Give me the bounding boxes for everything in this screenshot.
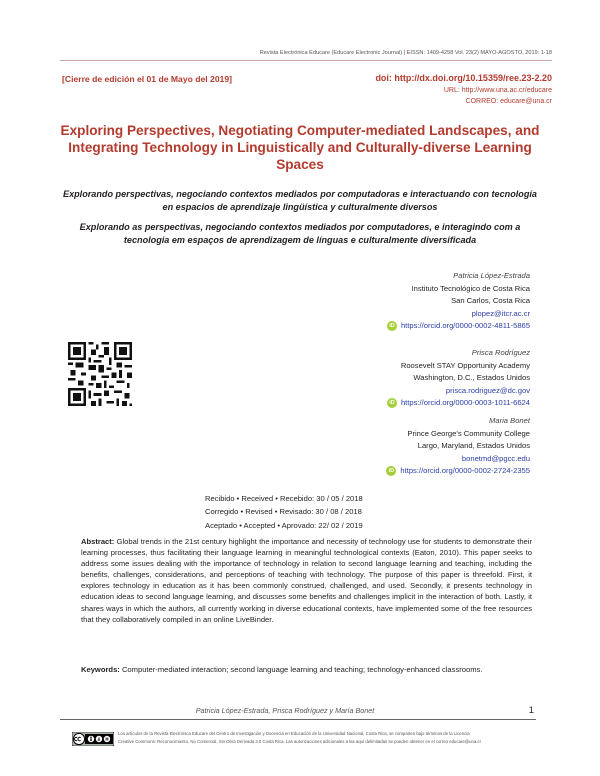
journal-separator: | — [403, 50, 407, 56]
author-block-1 — [387, 270, 530, 333]
author-block-2 — [387, 347, 530, 410]
license-text — [118, 730, 518, 746]
creative-commons-badge-icon[interactable] — [72, 732, 114, 746]
author-email-link[interactable]: plopez@itcr.ac.cr — [471, 308, 530, 318]
license-line-1: Los artículos de la Revista Electrónica Educare del Centro de Investigación y Docencia en Educación de la Universidad Nacional, Costa Rica, se comparten bajo términos de la Licencia — [118, 731, 470, 736]
orcid-icon: iD — [387, 321, 397, 331]
journal-issn: EISSN: 1409-4258 Vol. 23(2) MAYO-AGOSTO, 2019: 1-18 — [406, 50, 552, 56]
page-number: 1 — [528, 705, 534, 716]
author-orcid-link[interactable]: https://orcid.org/0000-0003-1011-6624 — [400, 398, 530, 408]
author-name: Prisca Rodríguez — [471, 348, 530, 357]
author-location: Largo, Maryland, Estados Unidos — [417, 441, 530, 451]
license-line-2: Creative Commons: Reconocimiento, No Comercial, Sin Obra Derivada 3.0 Costa Rica. Las autorizaciones adicionales a las aquí delimitadas se pueden obtener en el correo educare@una.cr — [118, 739, 482, 744]
author-affiliation: Roosevelt STAY Opportunity Academy — [400, 360, 530, 370]
keywords-text: Computer-mediated interaction; second language learning and teaching; technology-enhanced classrooms. — [121, 665, 483, 674]
author-location: San Carlos, Costa Rica — [451, 296, 530, 306]
qr-code-icon — [68, 342, 132, 406]
abstract-text: Global trends in the 21st century highlight the importance and necessity of technology use for students to demonstrate their learning processes, thus facilitating their language learning in meaningful technological contexts (Eaton, 2010). This paper seeks to address some issues dealing with the importance of technology in relation to second language learning and teaching, including the benefits, challenges, considerations, and perceptions of teaching with technology. The purpose of this paper is threefold. First, it explores technology in education as it has been commonly construed, challenged, and used. Secondly, it presents technology in education ideas to second language learning, and discusses some benefits and challenges implicit in the interaction of both. Lastly, it shares ways in which the authors, all currently working in diverse educational contexts, have implemented some of the free resources that they collaboratively compiled in an online LiveBinder. — [81, 537, 532, 624]
abstract-label: Abstract: — [81, 537, 115, 546]
author-name: Patricia López-Estrada — [453, 271, 530, 280]
author-name: Maria Bonet — [489, 416, 530, 425]
author-email-link[interactable]: bonetmd@pgcc.edu — [461, 453, 530, 463]
date-revised: Corregido • Revised • Revisado: 30 / 08 / 2018 — [205, 507, 362, 517]
date-received: Recibido • Received • Recebido: 30 / 05 / 2018 — [205, 494, 363, 503]
submission-dates — [205, 492, 363, 532]
author-affiliation: Prince George's Community College — [407, 428, 530, 438]
article-title: Exploring Perspectives, Negotiating Computer-mediated Landscapes, and Integrating Technology in Linguistically and Culturally-diverse Learning Spaces — [60, 123, 540, 172]
date-accepted: Aceptado • Accepted • Aprovado: 22/ 02 / 2019 — [205, 520, 363, 530]
author-email-link[interactable]: prisca.rodriguez@dc.gov — [445, 385, 530, 395]
footer-rule — [60, 719, 536, 720]
author-orcid-link[interactable]: https://orcid.org/0000-0002-2724-2355 — [400, 466, 530, 476]
footer-authors: Patricia López-Estrada, Prisca Rodríguez y María Bonet — [195, 706, 375, 715]
subtitle-spanish: Explorando perspectivas, negociando contextos mediados por computadoras e interactuando con tecnología en espacios de aprendizaje lingüística y culturalmente diversos — [63, 189, 537, 212]
journal-url-link[interactable]: URL: http://www.una.ac.cr/educare — [443, 87, 552, 94]
author-location: Washington, D.C., Estados Unidos — [413, 373, 530, 383]
author-orcid-link[interactable]: https://orcid.org/0000-0002-4811-5865 — [400, 321, 530, 331]
header-rule — [60, 60, 552, 61]
keywords-label: Keywords: — [81, 665, 120, 674]
author-block-3 — [386, 415, 530, 478]
keywords-paragraph — [81, 664, 532, 675]
subtitle-portuguese: Explorando as perspectivas, negociando contextos mediados por computadores, e interagindo com a tecnologia em espaços de aprendizagem de línguas e culturalmente diversificada — [79, 222, 521, 245]
journal-header-line — [0, 50, 552, 56]
orcid-icon: iD — [387, 398, 397, 408]
journal-email-link[interactable]: CORREO: educare@una.cr — [465, 98, 552, 105]
orcid-icon: iD — [386, 466, 396, 476]
abstract-paragraph — [81, 536, 532, 625]
doi-link[interactable]: doi: http://dx.doi.org/10.15359/ree.23-2.20 — [375, 73, 552, 83]
journal-name: Revista Electrónica Educare (Educare Electronic Journal) — [259, 50, 403, 56]
closing-date: [Cierre de edición el 01 de Mayo del 2019] — [62, 74, 233, 84]
author-affiliation: Instituto Tecnológico de Costa Rica — [411, 283, 530, 293]
